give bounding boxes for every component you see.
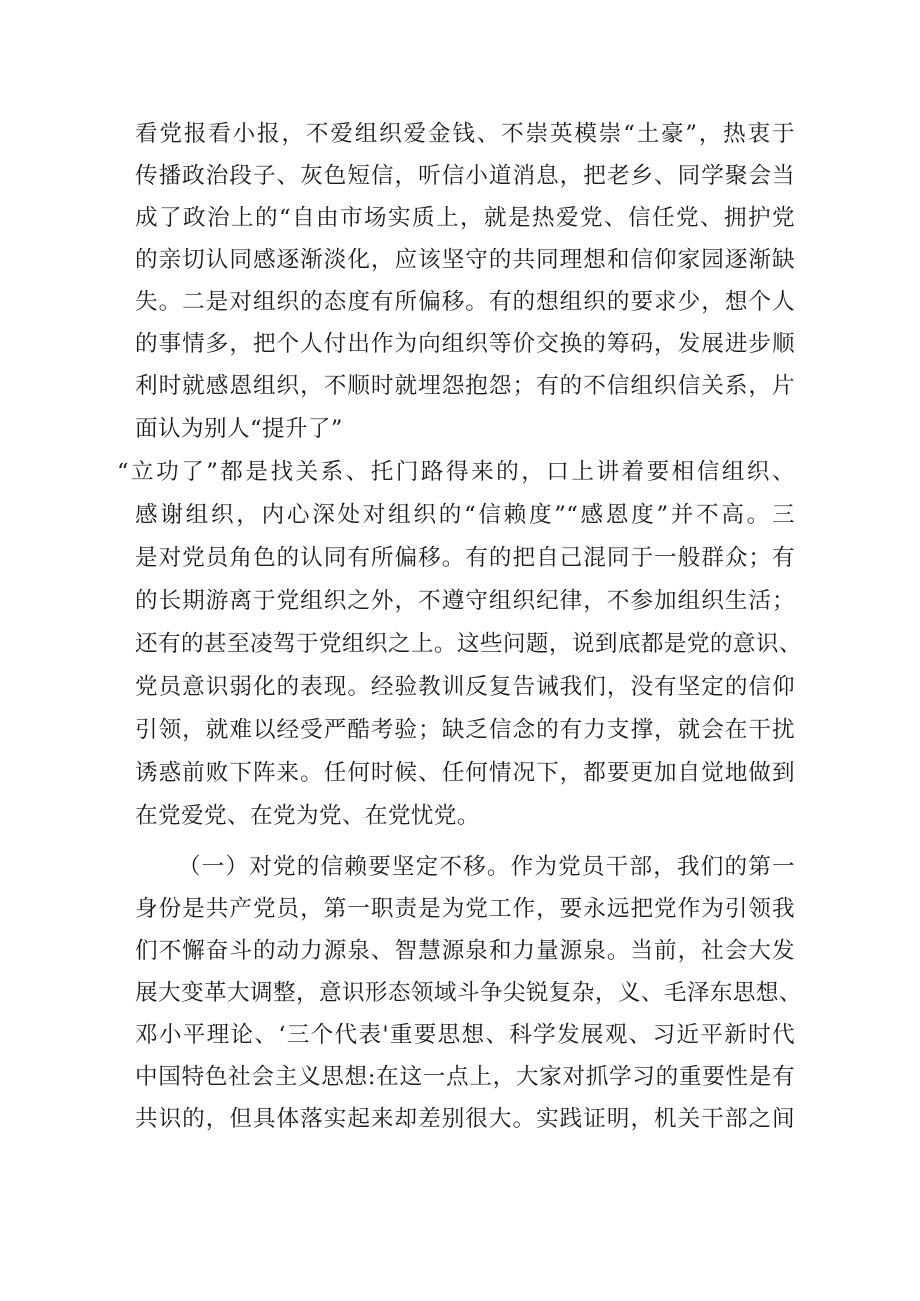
text-line: 还有的甚至凌驾于党组织之上。这些问题，说到底都是党的意识、 (135, 631, 802, 657)
text-line: 失。二是对组织的态度有所偏移。有的想组织的要求少，想个人 (135, 289, 795, 315)
text-line: 邓小平理论、‘三个代表'重要思想、科学发展观、习近平新时代 (135, 1022, 795, 1048)
text-line: 感谢组织，内心深处对组织的“信赖度”“感恩度”并不高。三 (135, 502, 795, 528)
text-line: 的长期游离于党组织之外，不遵守组织纪律，不参加组织生活； (135, 588, 795, 614)
text-line: 引领，就难以经受严酷考验；缺乏信念的有力支撑，就会在干扰 (135, 717, 795, 743)
text-line: 成了政治上的“自由市场实质上，就是热爱党、信任党、拥护党 (135, 205, 795, 231)
text-line: 面认为别人“提升了” (135, 416, 343, 442)
text-line: “立功了”都是找关系、托门路得来的，口上讲着要相信组织、 (117, 459, 795, 485)
text-line: 们不懈奋斗的动力源泉、智慧源泉和力量源泉。当前，社会大发 (135, 938, 795, 964)
text-line: 身份是共产党员，第一职责是为党工作，要永远把党作为引领我 (135, 896, 795, 922)
text-line: 的事情多，把个人付出作为向组织等价交换的筹码，发展进步顺 (135, 331, 795, 357)
text-line: 党员意识弱化的表现。经验教训反复告诫我们，没有坚定的信仰 (135, 674, 795, 700)
text-line: 中国特色社会主义思想:在这一点上，大家对抓学习的重要性是有 (135, 1064, 795, 1090)
text-line: 展大变革大调整，意识形态领域斗争尖锐复杂，义、毛泽东思想、 (135, 980, 802, 1006)
text-line: 是对党员角色的认同有所偏移。有的把自己混同于一般群众；有 (135, 545, 795, 571)
section-heading-line: （一）对党的信赖要坚定不移。作为党员干部，我们的第一 (178, 854, 795, 880)
text-line: 诱惑前败下阵来。任何时候、任何情况下，都要更加自觉地做到 (135, 760, 795, 786)
text-line: 看党报看小报，不爱组织爱金钱、不崇英模崇“土豪”，热衷于 (135, 121, 795, 147)
text-line: 共识的，但具体落实起来却差别很大。实践证明，机关干部之间 (135, 1106, 795, 1132)
text-line: 利时就感恩组织，不顺时就埋怨抱怨；有的不信组织信关系，片 (135, 373, 795, 399)
text-line: 传播政治段子、灰色短信，听信小道消息，把老乡、同学聚会当 (135, 163, 795, 189)
text-line: 的亲切认同感逐渐淡化，应该坚守的共同理想和信仰家园逐渐缺 (135, 247, 795, 273)
text-line: 在党爱党、在党为党、在党忧党。 (135, 803, 480, 829)
